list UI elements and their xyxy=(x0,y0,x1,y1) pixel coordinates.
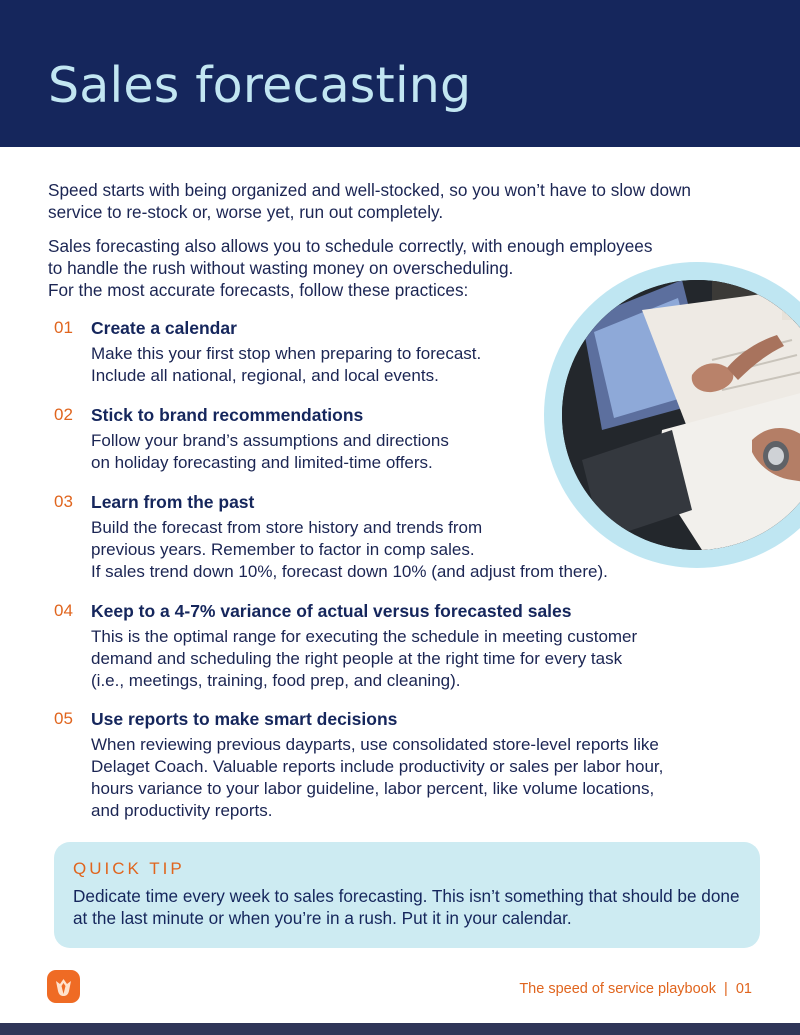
description-line: Build the forecast from store history and trends from xyxy=(91,518,483,537)
practice-heading: Stick to brand recommendations xyxy=(91,405,364,425)
practice-number: 01 xyxy=(54,318,73,337)
practice-number: 04 xyxy=(54,601,73,620)
practice-description xyxy=(91,517,751,583)
practice-heading: Learn from the past xyxy=(91,492,255,512)
practice-heading: Use reports to make smart decisions xyxy=(91,709,398,729)
intro-line: Sales forecasting also allows you to schedule correctly, with enough employees xyxy=(48,236,653,256)
description-line: on holiday forecasting and limited-time offers. xyxy=(91,453,433,472)
practice-number: 02 xyxy=(54,405,73,424)
description-line: Include all national, regional, and local events. xyxy=(91,366,439,385)
brand-logo-icon xyxy=(47,970,80,1003)
intro-line: to handle the rush without wasting money on overscheduling. xyxy=(48,258,514,278)
description-line: Delaget Coach. Valuable reports include productivity or sales per labor hour, xyxy=(91,757,664,776)
practice-description xyxy=(91,343,751,387)
description-line: (i.e., meetings, training, food prep, and cleaning). xyxy=(91,671,461,690)
description-line: If sales trend down 10%, forecast down 10% (and adjust from there). xyxy=(91,562,608,581)
description-line: Follow your brand’s assumptions and directions xyxy=(91,431,449,450)
description-line: demand and scheduling the right people at the right time for every task xyxy=(91,649,623,668)
quick-tip-text: Dedicate time every week to sales forecasting. This isn’t something that should be done at the last minute or when you’re in a rush. Put it in your calendar. xyxy=(73,886,740,928)
practice-description xyxy=(91,430,751,474)
practice-description xyxy=(91,626,751,692)
description-line: This is the optimal range for executing the schedule in meeting customer xyxy=(91,627,638,646)
description-line: When reviewing previous dayparts, use consolidated store-level reports like xyxy=(91,735,659,754)
leaf-cup-icon xyxy=(47,970,80,1003)
practice-heading: Keep to a 4-7% variance of actual versus forecasted sales xyxy=(91,601,572,621)
description-line: previous years. Remember to factor in comp sales. xyxy=(91,540,475,559)
bottom-bar xyxy=(0,1023,800,1035)
intro-paragraph-1: Speed starts with being organized and well-stocked, so you won’t have to slow down service to re-stock or, worse yet, run out completely. xyxy=(48,180,691,222)
page-header xyxy=(0,0,800,147)
quick-tip-label: QUICK TIP xyxy=(73,859,185,878)
description-line: and productivity reports. xyxy=(91,801,273,820)
quick-tip-box xyxy=(54,842,760,948)
footer-page-label: The speed of service playbook | 01 xyxy=(519,981,752,997)
practice-description xyxy=(91,734,751,822)
description-line: hours variance to your labor guideline, labor percent, like volume locations, xyxy=(91,779,655,798)
practice-number: 05 xyxy=(54,709,73,728)
intro-line: For the most accurate forecasts, follow these practices: xyxy=(48,280,469,300)
practice-heading: Create a calendar xyxy=(91,318,237,338)
description-line: Make this your first stop when preparing to forecast. xyxy=(91,344,482,363)
practice-number: 03 xyxy=(54,492,73,511)
page-title: Sales forecasting xyxy=(48,57,472,114)
